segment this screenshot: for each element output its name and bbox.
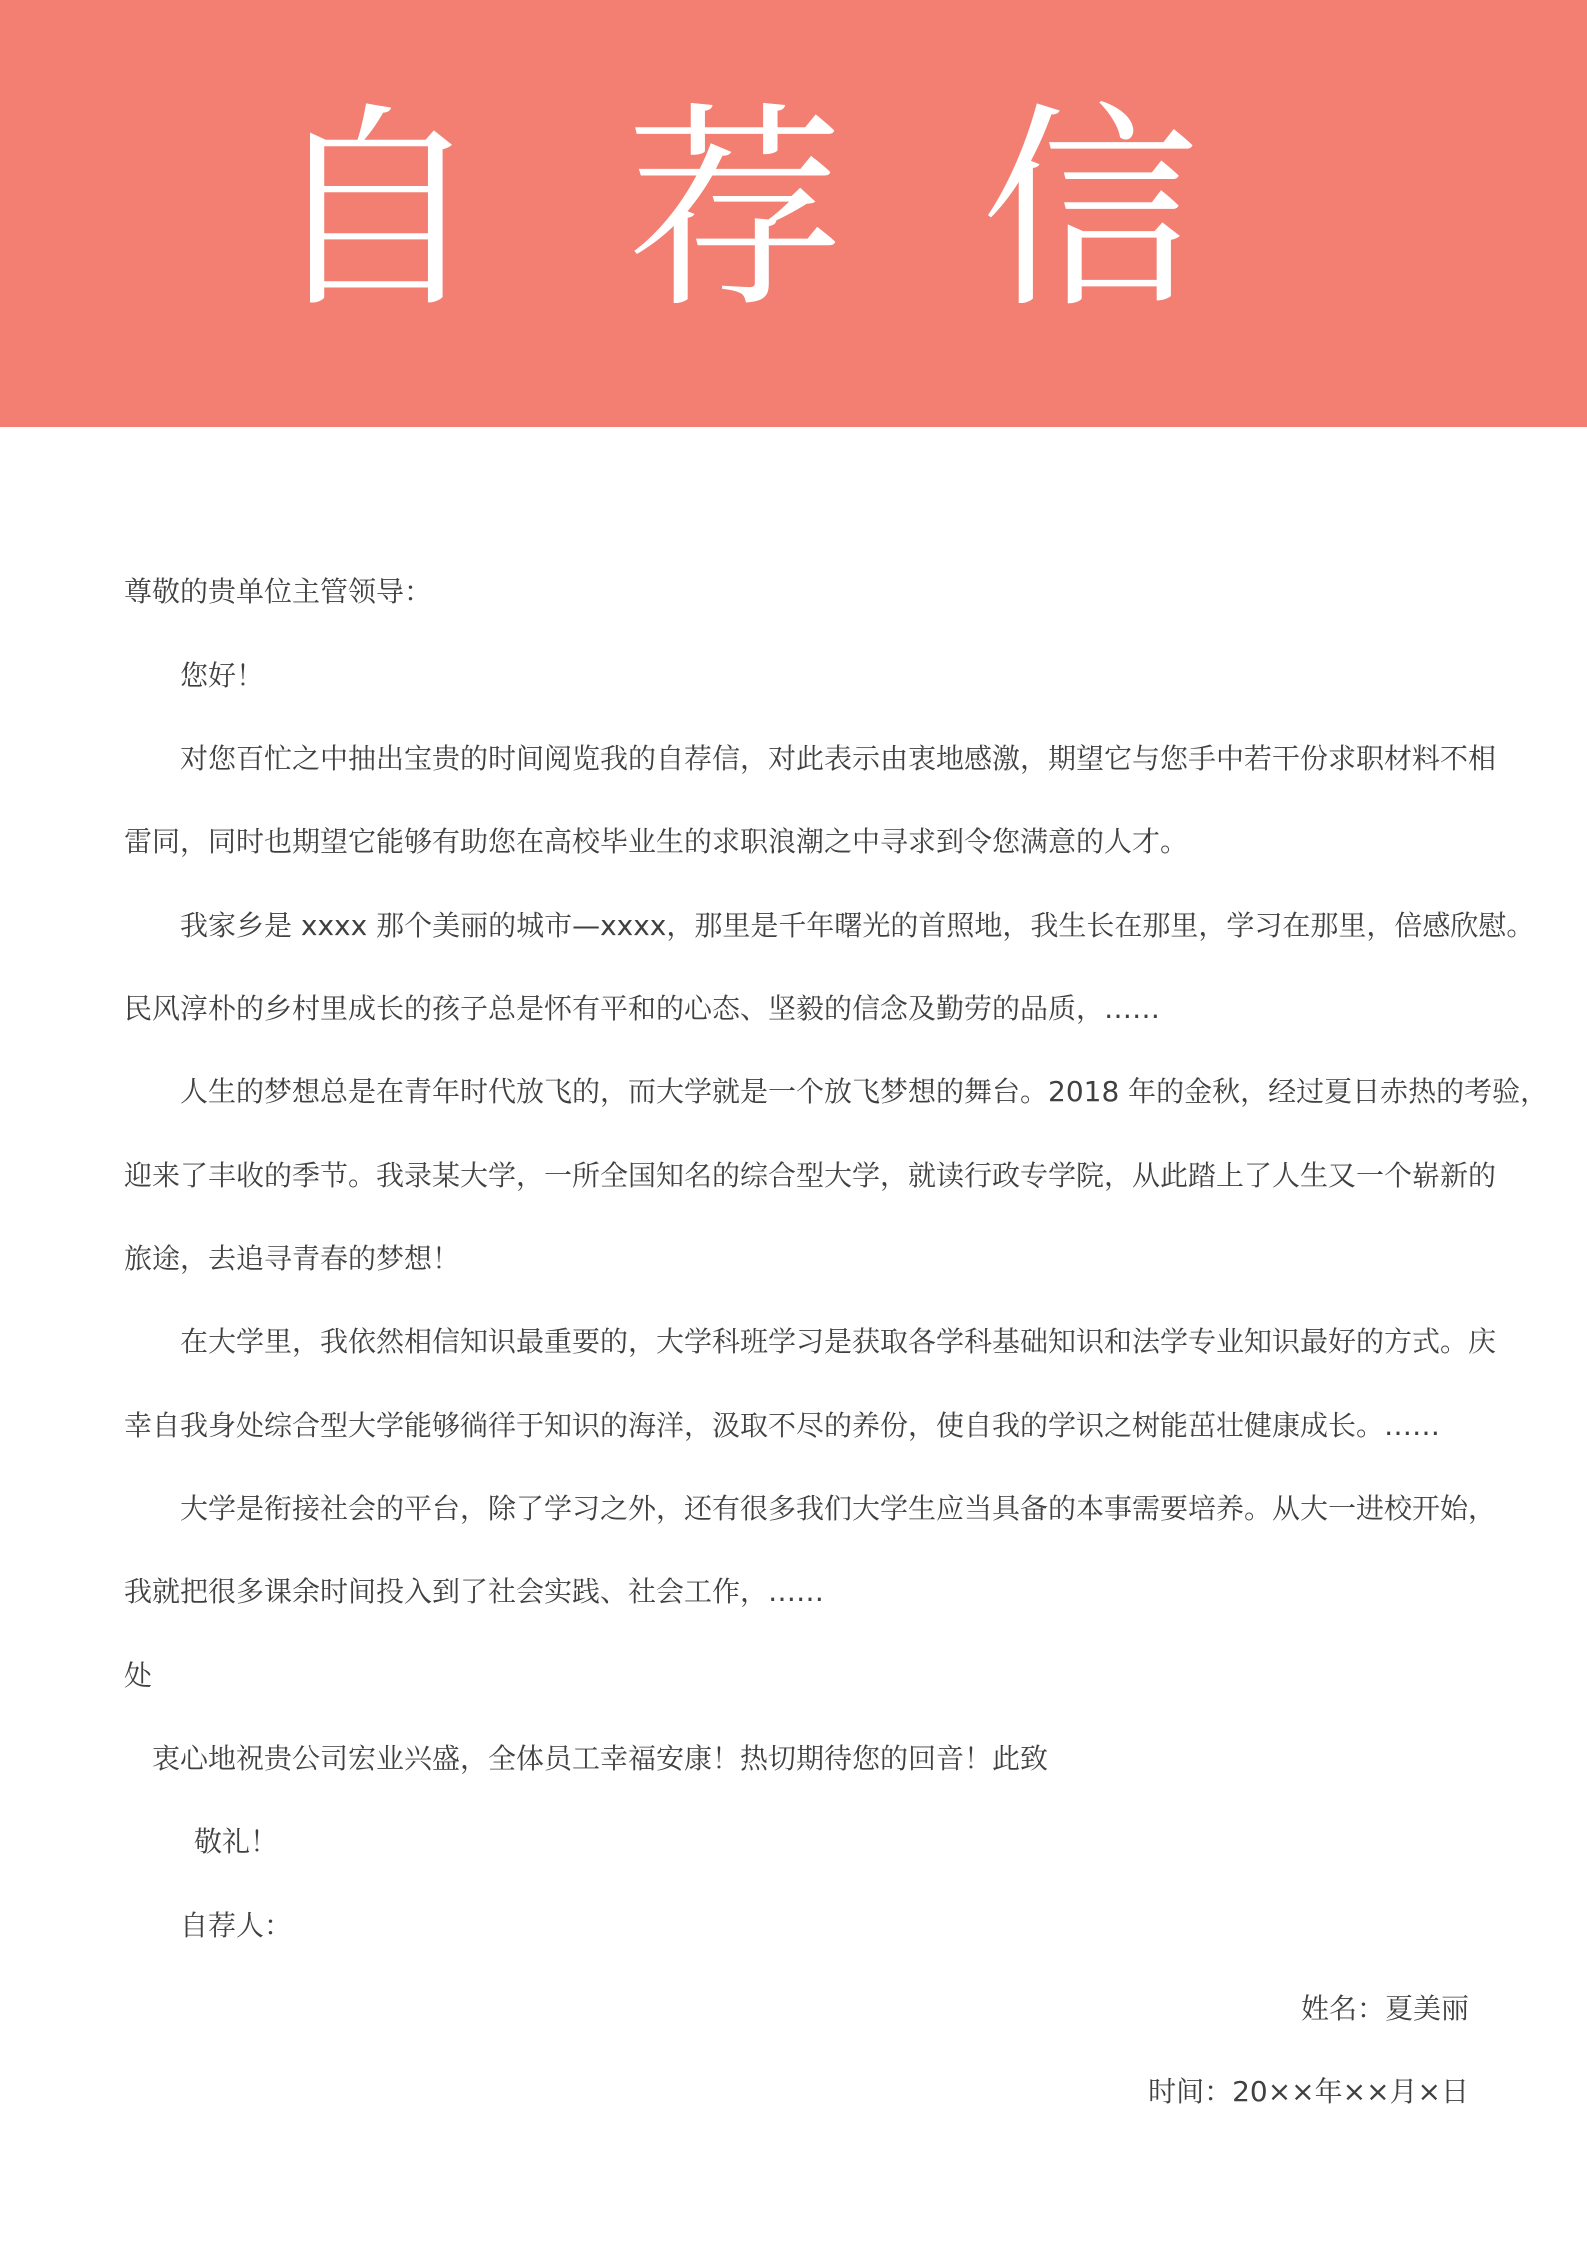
salutation: 尊敬的贵单位主管领导： [124, 575, 433, 608]
paragraph-line: 迎来了丰收的季节。我录某大学，一所全国知名的综合型大学，就读行政专学院，从此踏上了人生又一个崭新的 [124, 1159, 1497, 1192]
paragraph-line: 雷同，同时也期望它能够有助您在高校毕业生的求职浪潮之中寻求到令您满意的人才。 [124, 825, 1189, 858]
title-char-2: 荐 [626, 85, 844, 338]
page-title [0, 85, 1587, 338]
regards: 敬礼！ [194, 1825, 279, 1858]
paragraph-line: 我就把很多课余时间投入到了社会实践、社会工作，…… [124, 1575, 825, 1608]
header-banner [0, 0, 1587, 427]
closing-wish: 衷心地祝贵公司宏业兴盛，全体员工幸福安康！热切期待您的回音！此致 [152, 1742, 1049, 1775]
paragraph-line: 我家乡是 xxxx 那个美丽的城市—xxxx，那里是千年曙光的首照地，我生长在那里，学习在那里，倍感欣慰。 [180, 909, 1535, 942]
title-char-1: 自 [266, 85, 484, 338]
signer-label: 自荐人： [180, 1909, 293, 1942]
greeting: 您好！ [180, 659, 265, 692]
paragraph-line: 民风淳朴的乡村里成长的孩子总是怀有平和的心态、坚毅的信念及勤劳的品质，…… [124, 992, 1161, 1025]
paragraph-line: 对您百忙之中抽出宝贵的时间阅览我的自荐信，对此表示由衷地感激，期望它与您手中若干份求职材料不相 [180, 742, 1497, 775]
paragraph-line: 旅途，去追寻青春的梦想！ [124, 1242, 461, 1275]
paragraph-line: 处 [124, 1659, 153, 1692]
paragraph-line: 幸自我身处综合型大学能够徜徉于知识的海洋，汲取不尽的养份，使自我的学识之树能茁壮健康成长。…… [124, 1409, 1441, 1442]
title-char-3: 信 [981, 85, 1199, 338]
paragraph-line: 在大学里，我依然相信知识最重要的，大学科班学习是获取各学科基础知识和法学专业知识最好的方式。庆 [180, 1325, 1497, 1358]
paragraph-line: 大学是衔接社会的平台，除了学习之外，还有很多我们大学生应当具备的本事需要培养。从大一进校开始， [180, 1492, 1497, 1525]
letter-date: 时间：20××年××月×日 [1148, 2075, 1469, 2108]
signer-name: 姓名：夏美丽 [1300, 1992, 1469, 2025]
paragraph-line: 人生的梦想总是在青年时代放飞的，而大学就是一个放飞梦想的舞台。2018 年的金秋，经过夏日赤热的考验， [180, 1075, 1549, 1108]
